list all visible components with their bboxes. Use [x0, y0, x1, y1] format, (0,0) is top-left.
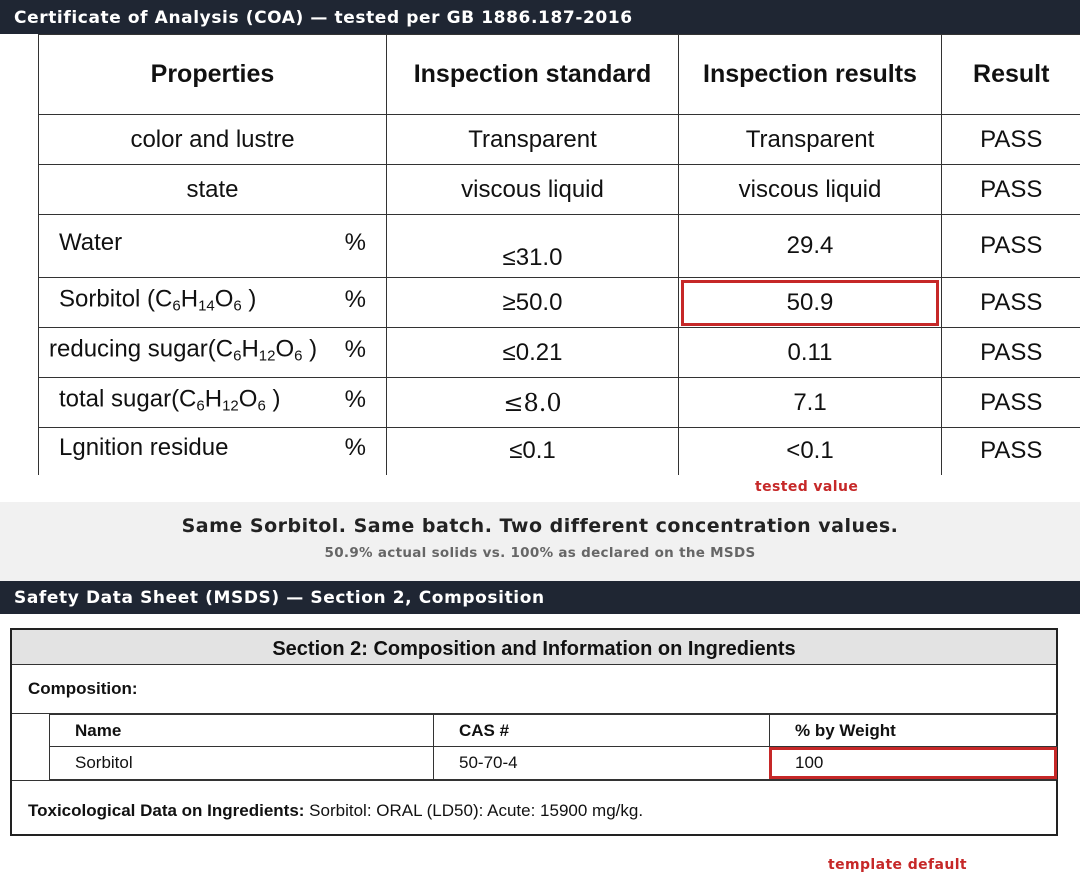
table-row [39, 328, 1080, 378]
property-name: total $sugar(C_6H_{12}O_6$ ) [59, 385, 281, 415]
inspection-result-cell [679, 278, 942, 328]
pass-verdict: PASS [942, 328, 1080, 378]
property-unit: % [344, 335, 366, 363]
table-row [39, 278, 1080, 328]
property-name: Lgnition residue [59, 434, 229, 462]
coa-section-bar: Certificate of Analysis (COA) — tested per GB 1886.187-2016 [0, 0, 1080, 34]
inspection-result: 29.4 [679, 215, 942, 278]
band-title: Same Sorbitol. Same batch. Two different concentration values. [181, 515, 899, 537]
inspection-standard: ≤31.0 [502, 244, 563, 271]
composition-label: Composition: [12, 665, 1056, 714]
table-row [39, 215, 1080, 278]
inspection-standard: viscous liquid [387, 165, 679, 215]
property-cell [39, 328, 387, 378]
property-name: reducing $sugar(C_6H_{12}O_6$ ) [49, 335, 318, 365]
inspection-result: Transparent [679, 115, 942, 165]
ingredients-header-row [50, 715, 1058, 747]
property-cell [39, 215, 387, 278]
pass-verdict: PASS [942, 378, 1080, 428]
coa-table [38, 34, 1080, 475]
coa-header-row [39, 35, 1080, 115]
property-name: color and lustre [39, 115, 387, 165]
property-name: state [39, 165, 387, 215]
header-cas: CAS # [434, 715, 770, 747]
inspection-result: 50.9 [786, 288, 834, 316]
pass-verdict: PASS [942, 428, 1080, 475]
property-unit: % [344, 434, 366, 462]
header-name: Name [50, 715, 434, 747]
template-default-callout: template default [828, 857, 968, 873]
header-inspection-standard: Inspection standard [387, 35, 679, 115]
inspection-result: 7.1 [679, 378, 942, 428]
pass-verdict: PASS [942, 215, 1080, 278]
inspection-standard: ≥50.0 [387, 278, 679, 328]
inspection-standard: ≤0.1 [387, 428, 679, 475]
inspection-standard: ≤8.0 [387, 378, 679, 428]
table-row [39, 378, 1080, 428]
inspection-result: 0.11 [679, 328, 942, 378]
inspection-result: <0.1 [679, 428, 942, 475]
comparison-band [0, 502, 1080, 581]
toxicological-label: Toxicological Data on Ingredients: [28, 801, 305, 820]
template-default-highlight [769, 747, 1057, 779]
msds-section-bar: Safety Data Sheet (MSDS) — Section 2, Composition [0, 581, 1080, 614]
ingredient-cas: 50-70-4 [434, 747, 770, 780]
property-unit: % [344, 385, 366, 413]
toxicological-data [28, 801, 643, 821]
toxicological-text: Sorbitol: ORAL (LD50): Acute: 15900 mg/kg. [304, 801, 644, 820]
table-row [39, 165, 1080, 215]
property-cell [39, 278, 387, 328]
table-row [39, 428, 1080, 475]
property-cell [39, 428, 387, 475]
table-row [39, 115, 1080, 165]
ingredient-weight: 100 [770, 747, 1058, 780]
pass-verdict: PASS [942, 278, 1080, 328]
inspection-result: viscous liquid [679, 165, 942, 215]
property-unit: % [344, 285, 366, 313]
divider [12, 780, 1056, 781]
header-properties: Properties [39, 35, 387, 115]
msds-section-title: Section 2: Composition and Information on Ingredients [12, 630, 1056, 665]
pass-verdict: PASS [942, 165, 1080, 215]
property-name: Sorbitol ($C_6H_{14}O_6$ ) [59, 285, 257, 315]
header-result: Result [942, 35, 1080, 115]
property-cell [39, 378, 387, 428]
header-weight: % by Weight [770, 715, 1058, 747]
tested-value-callout: tested value [755, 479, 859, 495]
pass-verdict: PASS [942, 115, 1080, 165]
band-subtitle: 50.9% actual solids vs. 100% as declared on the MSDS [324, 545, 756, 561]
property-unit: % [344, 229, 366, 257]
header-inspection-results: Inspection results [679, 35, 942, 115]
ingredient-name: Sorbitol [50, 747, 434, 780]
inspection-standard-cell [387, 215, 679, 278]
inspection-standard: ≤0.21 [387, 328, 679, 378]
inspection-standard: Transparent [387, 115, 679, 165]
property-name: Water [59, 229, 123, 257]
msds-box [10, 628, 1058, 836]
